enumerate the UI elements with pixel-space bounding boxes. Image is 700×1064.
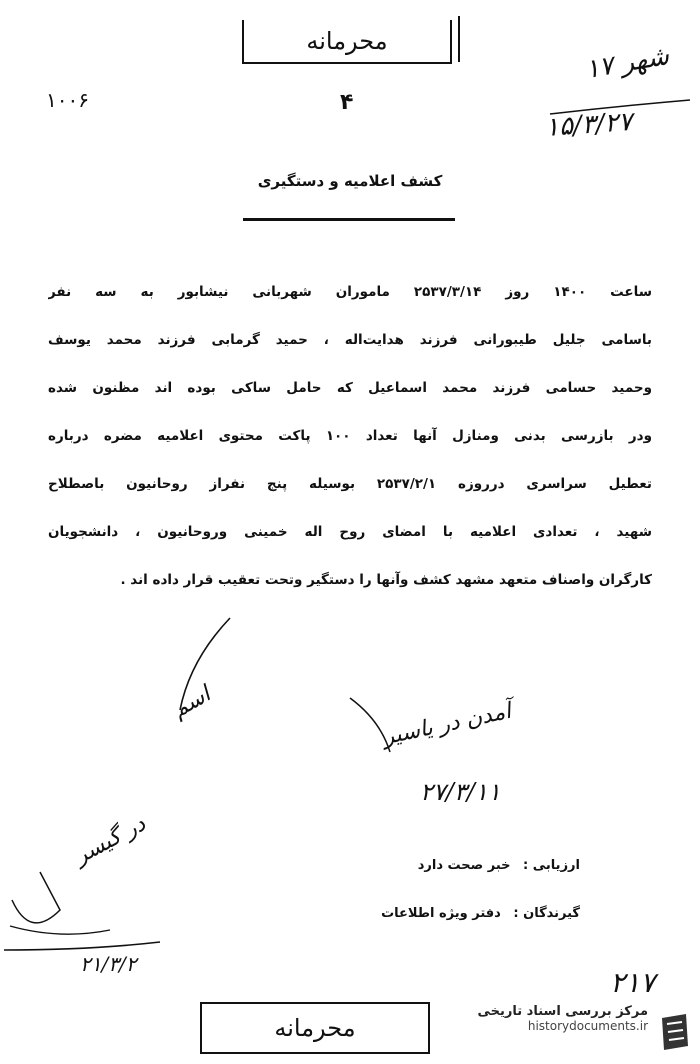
body-line: ساعت ۱۴۰۰ روز ۲۵۳۷/۳/۱۴ ماموران شهربانی نیشابور به سه نفر (48, 284, 652, 300)
recipients-label: گیرندگان : (513, 906, 580, 921)
body-line: تعطیل سراسری درروزه ۲۵۳۷/۲/۱ بوسیله پنج نفراز روحانیون باصطلاح (48, 476, 652, 492)
watermark-url: historydocuments.ir (527, 1019, 648, 1033)
body-line: وحمید حسامی فرزند محمد اسماعیل که حامل ساکی بوده اند مظنون شده (48, 380, 652, 396)
recipients-line (381, 906, 580, 921)
body-line: باسامی جلیل طیبورانی فرزند هدایت‌اله ، حمید گرمابی فرزند محمد یوسف (48, 332, 652, 348)
document-body (48, 268, 652, 604)
document-number: ۱۰۰۶ (46, 88, 89, 112)
page-number: ۴ (340, 90, 354, 115)
handwritten-signature-date: ۲۷/۳/۱۱ (420, 778, 501, 806)
classification-stamp-top: محرمانه (242, 20, 452, 64)
evaluation-label: ارزیابی : (523, 858, 580, 873)
handwritten-note-top-right-text: شهر ۱۷ (583, 40, 672, 86)
archive-logo-icon (658, 1012, 692, 1052)
archive-watermark (478, 1004, 649, 1033)
title-underline (243, 218, 455, 221)
handwritten-date-top-right: ۱۵/۳/۲۷ (544, 106, 634, 144)
handwritten-date-bottom-left: ۲۱/۳/۲ (80, 952, 137, 976)
handwritten-initial-left: اسم (168, 681, 215, 724)
evaluation-value: خبر صحت دارد (417, 858, 511, 873)
classification-stamp-bottom: محرمانه (200, 1002, 430, 1054)
body-line: ودر بازرسی بدنی ومنازل آنها تعداد ۱۰۰ پاکت محتوی اعلامیه مضره درباره (48, 428, 652, 444)
evaluation-line (418, 858, 580, 873)
body-line: کارگران واصناف متعهد مشهد کشف وآنها را دستگیر وتحت تعقیب قرار داده اند . (120, 572, 652, 588)
handwritten-stroke-left (150, 610, 250, 750)
document-title: کشف اعلامیه و دستگیری (257, 172, 443, 190)
watermark-title: مرکز بررسی اسناد تاریخی (477, 1004, 648, 1019)
handwritten-signature: آمدن در یاسیر (380, 698, 514, 751)
handwritten-number-bottom-right: ۲۱۷ (610, 966, 656, 999)
handwritten-signature-stroke (340, 690, 400, 760)
handwritten-note-bottom-left: در گیسر (70, 811, 150, 870)
body-line: شهید ، تعدادی اعلامیه با امضای روح اله خمینی وروحانیون ، دانشجویان (48, 524, 652, 540)
recipients-value: دفتر ویژه اطلاعات (381, 906, 501, 921)
